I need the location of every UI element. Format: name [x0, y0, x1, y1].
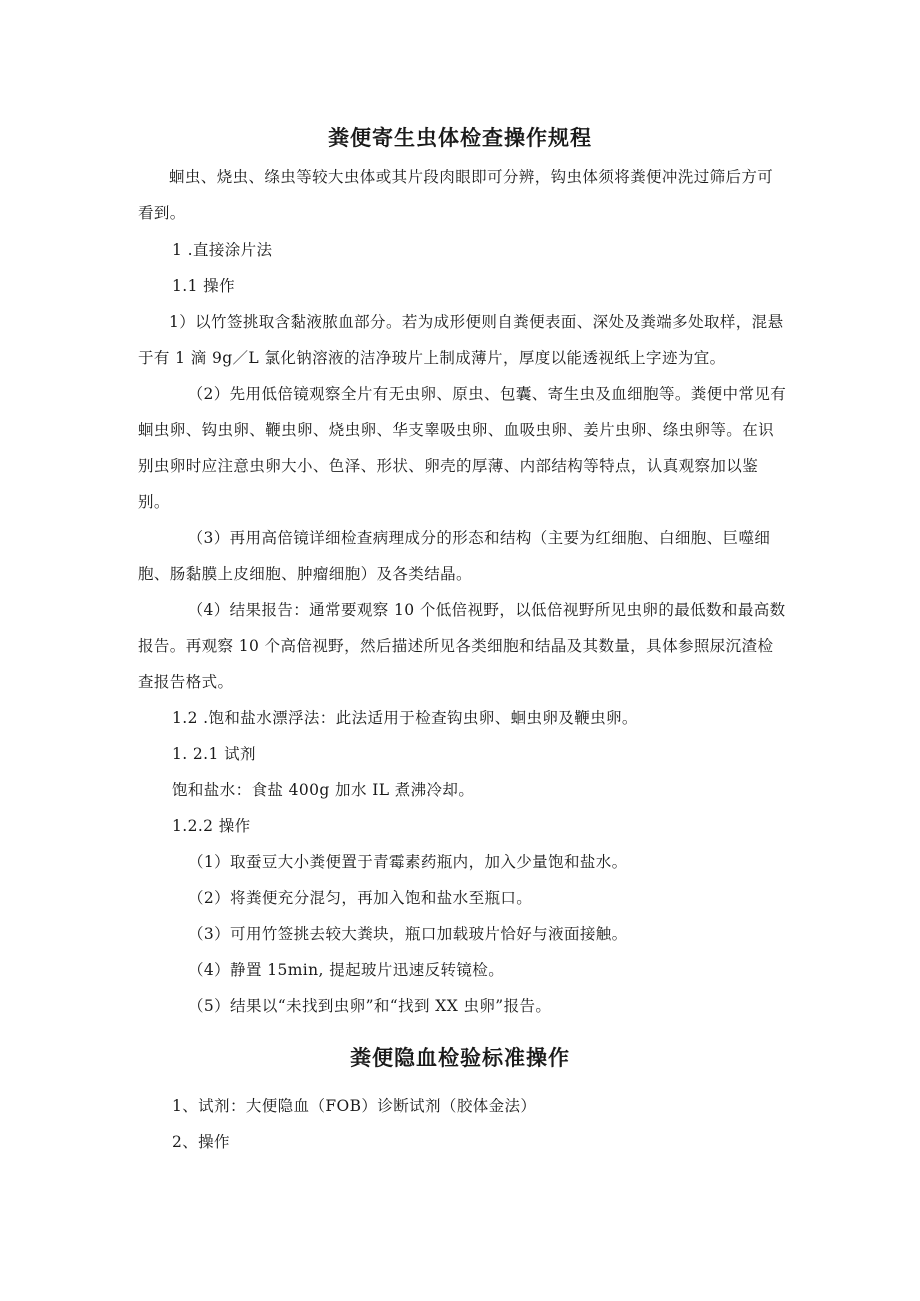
- step-4-paragraph: （4）结果报告：通常要观察 10 个低倍视野，以低倍视野所见虫卵的最低数和最高数报告。再观察 10 个高倍视野，然后描述所见各类细胞和结晶及其数量，具体参照尿沉渣检查报告格式。: [138, 601, 786, 691]
- step-2-paragraph: （2）先用低倍镜观察全片有无虫卵、原虫、包囊、寄生虫及血细胞等。粪便中常见有蛔虫卵、钩虫卵、鞭虫卵、烧虫卵、华支睾吸虫卵、血吸虫卵、姜片虫卵、绦虫卵等。在识别虫卵时应注意虫卵大小、色泽、形状、卵壳的厚薄、内部结构等特点，认真观察加以鉴别。: [138, 385, 787, 511]
- float-step-2: （2）将粪便充分混匀，再加入饱和盐水至瓶口。: [188, 889, 533, 907]
- occult-blood-operation: 2、操作: [172, 1133, 230, 1151]
- float-step-5: （5）结果以“未找到虫卵”和“找到 XX 虫卵”报告。: [188, 997, 552, 1015]
- section-1-2-1-heading: 1. 2.1 试剂: [172, 745, 256, 763]
- float-step-4: （4）静置 15min, 提起玻片迅速反转镜检。: [188, 961, 505, 979]
- section-1-heading: 1 .直接涂片法: [172, 241, 273, 259]
- section-1-2-2-heading: 1.2.2 操作: [172, 817, 251, 835]
- float-step-1: （1）取蚕豆大小粪便置于青霉素药瓶内，加入少量饱和盐水。: [188, 853, 628, 871]
- float-step-3: （3）可用竹签挑去较大粪块，瓶口加载玻片恰好与液面接触。: [188, 925, 628, 943]
- title-occult-blood: 粪便隐血检验标准操作: [350, 1046, 570, 1070]
- step-1-paragraph: 1）以竹签挑取含黏液脓血部分。若为成形便则自粪便表面、深处及粪端多处取样，混悬于有 1 滴 9g／L 氯化钠溶液的洁净玻片上制成薄片，厚度以能透视纸上字迹为宜。: [138, 313, 784, 367]
- reagent-line: 饱和盐水：食盐 400g 加水 IL 煮沸冷却。: [172, 781, 475, 799]
- section-1-1-heading: 1.1 操作: [172, 277, 235, 295]
- occult-blood-reagent: 1、试剂：大便隐血（FOB）诊断试剂（胶体金法）: [172, 1097, 537, 1115]
- title-parasite-procedure: 粪便寄生虫体检查操作规程: [328, 126, 592, 150]
- intro-paragraph: 蛔虫、烧虫、绦虫等较大虫体或其片段肉眼即可分辨，钩虫体须将粪便冲洗过筛后方可看到。: [138, 168, 774, 222]
- step-3-paragraph: （3）再用高倍镜详细检查病理成分的形态和结构（主要为红细胞、白细胞、巨噬细胞、肠黏膜上皮细胞、肿瘤细胞）及各类结晶。: [138, 529, 771, 583]
- section-1-2-heading: 1.2 .饱和盐水漂浮法：此法适用于检查钩虫卵、蛔虫卵及鞭虫卵。: [172, 709, 638, 727]
